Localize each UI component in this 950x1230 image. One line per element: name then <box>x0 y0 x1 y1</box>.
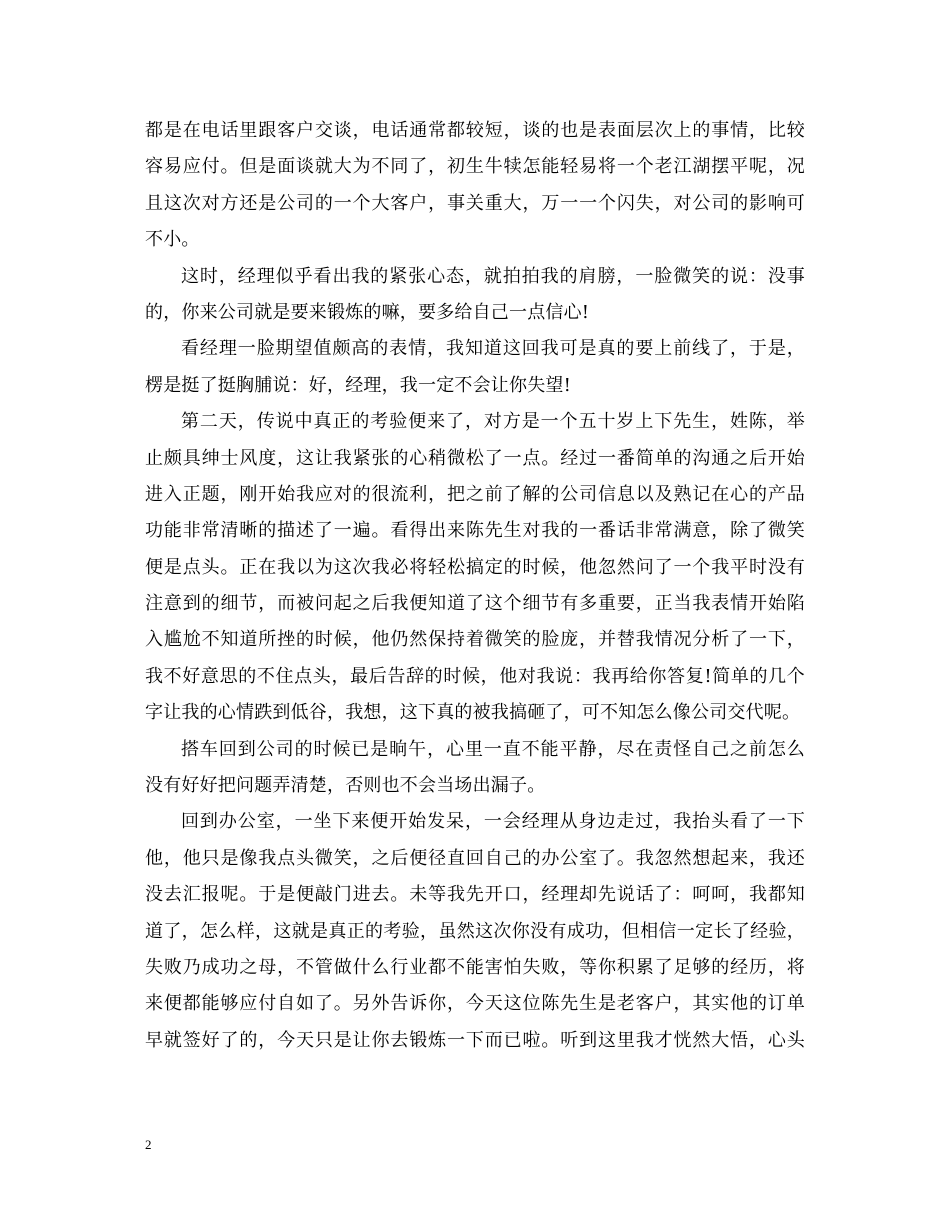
text-line: 便是点头。正在我以为这次我必将轻松搞定的时候，他忽然问了一个我平时没有 <box>145 556 805 578</box>
text-line: 字让我的心情跌到低谷，我想，这下真的被我搞砸了，可不知怎么像公司交代呢。 <box>145 702 801 724</box>
text-line: 楞是挺了挺胸脯说：好，经理，我一定不会让你失望! <box>145 374 572 396</box>
text-line: 不小。 <box>145 229 200 251</box>
text-line: 都是在电话里跟客户交谈，电话通常都较短，谈的也是表面层次上的事情，比较 <box>145 120 805 141</box>
text-line: 进入正题，刚开始我应对的很流利，把之前了解的公司信息以及熟记在心的产品 <box>145 483 805 505</box>
body-text <box>145 113 805 1059</box>
text-line: 且这次对方还是公司的一个大客户，事关重大，万一一个闪失，对公司的影响可 <box>145 192 805 214</box>
text-line: 失败乃成功之母，不管做什么行业都不能害怕失败，等你积累了足够的经历，将 <box>145 956 805 978</box>
text-line: 看经理一脸期望值颇高的表情，我知道这回我可是真的要上前线了，于是， <box>181 338 805 360</box>
text-line: 来便都能够应付自如了。另外告诉你，今天这位陈先生是老客户，其实他的订单 <box>145 993 805 1015</box>
text-line: 道了，怎么样，这就是真正的考验，虽然这次你没有成功，但相信一定长了经验， <box>145 920 805 942</box>
text-line: 注意到的细节，而被问起之后我便知道了这个细节有多重要，正当我表情开始陷 <box>145 593 805 615</box>
page-number: 2 <box>145 1137 152 1152</box>
text-line: 没有好好把问题弄清楚，否则也不会当场出漏子。 <box>145 775 546 797</box>
text-line: 入尴尬不知道所挫的时候，他仍然保持着微笑的脸庞，并替我情况分析了一下， <box>145 629 805 651</box>
text-line: 这时，经理似乎看出我的紧张心态，就拍拍我的肩膀，一脸微笑的说：没事 <box>181 265 805 287</box>
text-line: 回到办公室，一坐下来便开始发呆，一会经理从身边走过，我抬头看了一下 <box>181 811 805 833</box>
text-line: 容易应付。但是面谈就大为不同了，初生牛犊怎能轻易将一个老江湖摆平呢，况 <box>145 156 805 178</box>
text-line: 的，你来公司就是要来锻炼的嘛，要多给自己一点信心! <box>145 301 590 323</box>
text-line: 第二天，传说中真正的考验便来了，对方是一个五十岁上下先生，姓陈，举 <box>181 411 805 433</box>
text-line: 没去汇报呢。于是便敲门进去。未等我先开口，经理却先说话了：呵呵，我都知 <box>145 884 805 906</box>
text-line: 搭车回到公司的时候已是晌午，心里一直不能平静，尽在责怪自己之前怎么 <box>181 738 805 760</box>
text-line: 我不好意思的不住点头，最后告辞的时候，他对我说：我再给你答复!简单的几个 <box>145 665 805 687</box>
text-line: 早就签好了的，今天只是让你去锻炼一下而已啦。听到这里我才恍然大悟，心头 <box>145 1029 805 1051</box>
text-line: 功能非常清晰的描述了一遍。看得出来陈先生对我的一番话非常满意，除了微笑 <box>145 520 805 542</box>
text-line: 他，他只是像我点头微笑，之后便径直回自己的办公室了。我忽然想起来，我还 <box>145 847 805 869</box>
text-line: 止颇具绅士风度，这让我紧张的心稍微松了一点。经过一番简单的沟通之后开始 <box>145 447 805 469</box>
